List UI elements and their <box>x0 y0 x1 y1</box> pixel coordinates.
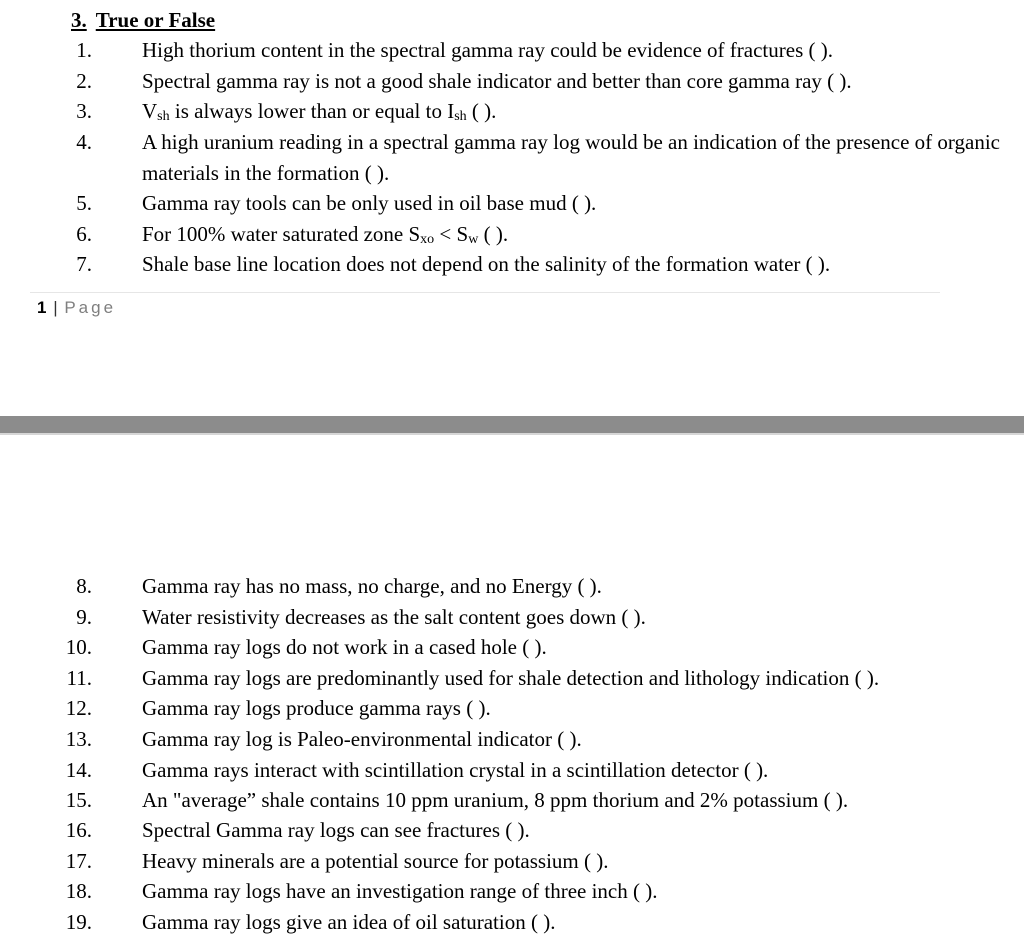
question-text: A high uranium reading in a spectral gamma ray log would be an indication of the presence of organic materials in the formation ( ). <box>142 130 1001 185</box>
page-number: 1 <box>37 298 48 317</box>
question-text: Gamma ray logs produce gamma rays ( ). <box>142 696 491 720</box>
question-number: 3. <box>76 99 92 123</box>
question-number: 1. <box>76 38 92 62</box>
question-text: Heavy minerals are a potential source for potassium ( ). <box>142 849 609 873</box>
question-text: High thorium content in the spectral gamma ray could be evidence of fractures ( ). <box>142 38 833 62</box>
section-heading <box>71 6 215 34</box>
page-separator: | <box>47 298 65 317</box>
section-title: True or False <box>95 8 216 32</box>
page-break-shadow <box>0 433 1024 435</box>
question-text: Spectral Gamma ray logs can see fractures ( ). <box>142 818 530 842</box>
question-text: Gamma ray logs give an idea of oil saturation ( ). <box>142 910 556 934</box>
question-text: Spectral gamma ray is not a good shale indicator and better than core gamma ray ( ). <box>142 69 852 93</box>
question-text: Gamma ray logs do not work in a cased hole ( ). <box>142 635 547 659</box>
question-number: 7. <box>76 252 92 276</box>
question-text: Gamma ray has no mass, no charge, and no Energy ( ). <box>142 574 602 598</box>
question-number: 9. <box>76 605 92 629</box>
page-break <box>0 416 1024 433</box>
question-number: 6. <box>76 222 92 246</box>
question-number: 11. <box>66 666 92 690</box>
question-number: 4. <box>76 130 92 154</box>
question-text: Vsh is always lower than or equal to Ish ( ). <box>142 99 497 124</box>
footer-divider <box>30 292 940 293</box>
question-number: 16. <box>65 818 92 842</box>
question-text: Gamma ray tools can be only used in oil base mud ( ). <box>142 191 597 215</box>
question-text: Gamma ray log is Paleo-environmental indicator ( ). <box>142 727 582 751</box>
question-text: An "average” shale contains 10 ppm uranium, 8 ppm thorium and 2% potassium ( ). <box>142 788 849 812</box>
page-label: Page <box>64 298 117 317</box>
question-number: 18. <box>65 879 92 903</box>
question-text: Gamma ray logs are predominantly used for shale detection and lithology indication ( ). <box>142 666 880 690</box>
question-text: Gamma rays interact with scintillation crystal in a scintillation detector ( ). <box>142 758 769 782</box>
question-number: 19. <box>65 910 92 934</box>
question-number: 17. <box>65 849 92 873</box>
question-text: Gamma ray logs have an investigation range of three inch ( ). <box>142 879 658 903</box>
question-text: Shale base line location does not depend on the salinity of the formation water ( ). <box>142 252 831 276</box>
question-text: For 100% water saturated zone Sxo < Sw ( ). <box>142 222 509 247</box>
question-number: 5. <box>76 191 92 215</box>
question-number: 2. <box>76 69 92 93</box>
page-number-footer <box>37 298 116 318</box>
section-number: 3. <box>71 8 87 32</box>
question-number: 14. <box>65 758 92 782</box>
question-number: 10. <box>65 635 92 659</box>
question-number: 12. <box>65 696 92 720</box>
question-text: Water resistivity decreases as the salt content goes down ( ). <box>142 605 646 629</box>
question-number: 13. <box>65 727 92 751</box>
question-number: 15. <box>65 788 92 812</box>
question-number: 8. <box>76 574 92 598</box>
